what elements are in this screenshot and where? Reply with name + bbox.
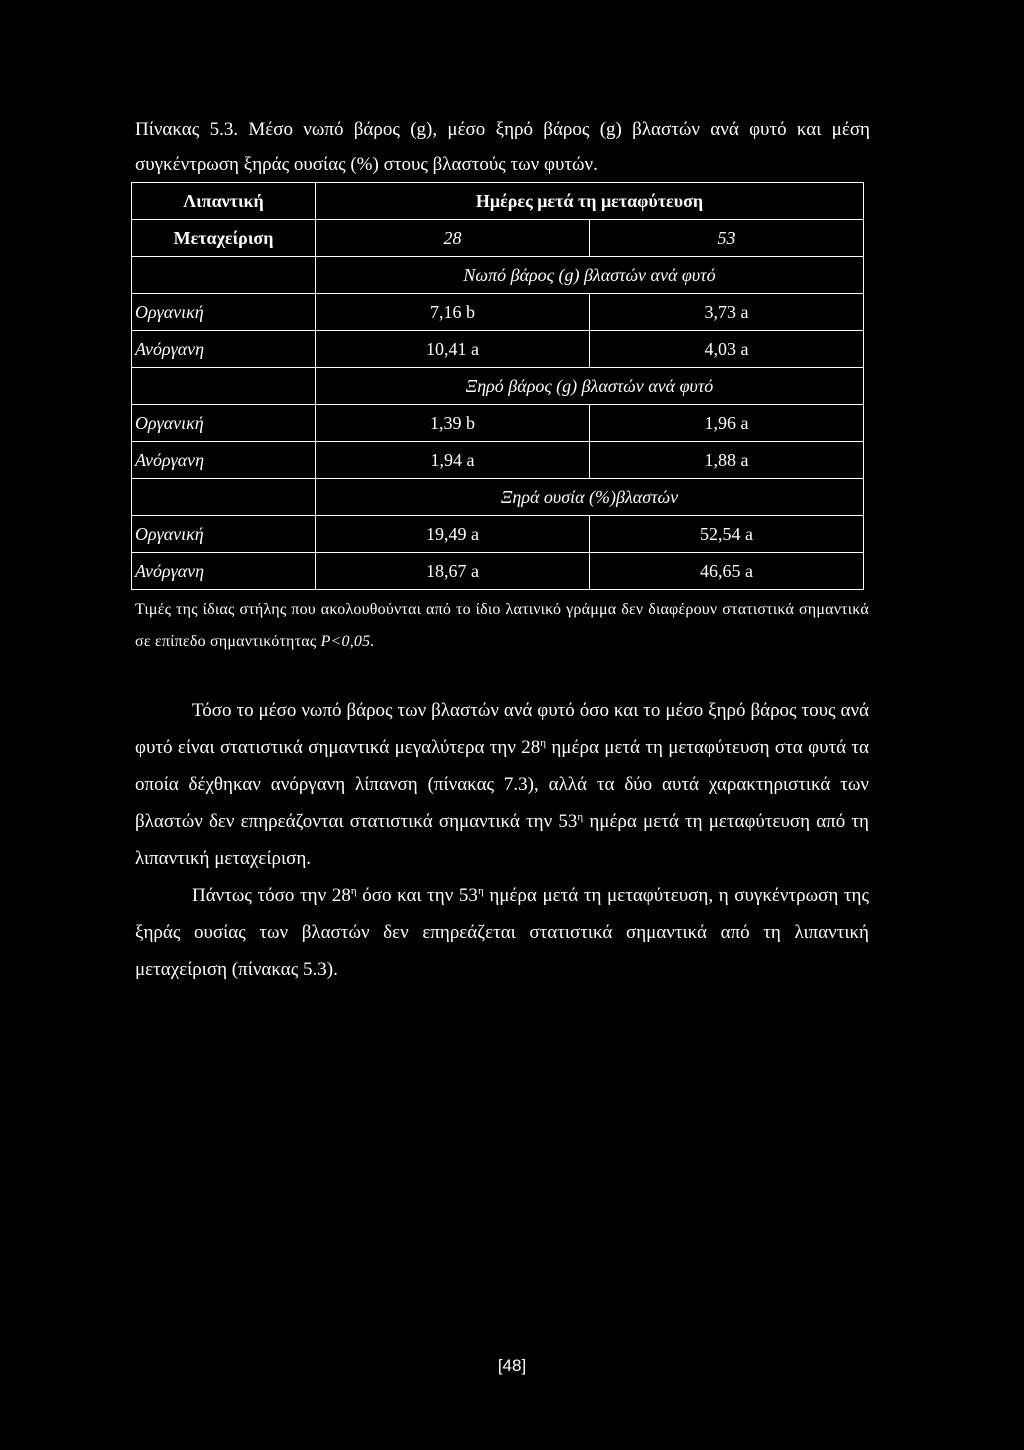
table-row	[132, 331, 864, 368]
cell-day-28: 19,49 a	[316, 516, 590, 553]
ordinal-superscript: η	[577, 811, 584, 823]
header-days-after-transplant: Ημέρες μετά τη μεταφύτευση	[316, 183, 864, 220]
cell-day-53: 52,54 a	[589, 516, 863, 553]
table-caption: Πίνακας 5.3. Μέσο νωπό βάρος (g), μέσο ξηρό βάρος (g) βλαστών ανά φυτό και μέση συγκέντρωση ξηράς ουσίας (%) στους βλαστούς των φυτών.	[135, 119, 870, 175]
cell-day-28: 18,67 a	[316, 553, 590, 590]
cell-day-28: 10,41 a	[316, 331, 590, 368]
cell-day-28: 1,39 b	[316, 405, 590, 442]
paragraph-2	[135, 877, 869, 988]
table-days-row	[132, 220, 864, 257]
header-treatment-line1: Λιπαντική	[132, 183, 316, 220]
paragraph-1	[135, 692, 869, 877]
cell-day-53: 4,03 a	[589, 331, 863, 368]
paragraph-1-part-3: ημέρα μετά τη μεταφύτευση από τη λιπαντική μεταχείριση.	[135, 811, 869, 869]
section-title-fresh-weight: Νωπό βάρος (g) βλαστών ανά φυτό	[316, 257, 864, 294]
cell-day-53: 46,65 a	[589, 553, 863, 590]
section-title-dry-weight: Ξηρό βάρος (g) βλαστών ανά φυτό	[316, 368, 864, 405]
footnote-pvalue: P<0,05.	[320, 633, 375, 650]
page-number: [48]	[497, 1356, 527, 1375]
section-title-row	[132, 479, 864, 516]
row-label: Ανόργανη	[132, 553, 316, 590]
paragraph-1-part-1: Τόσο το μέσο νωπό βάρος των βλαστών ανά φυτό όσο και το μέσο ξηρό βάρος τους ανά φυτό είναι στατιστικά σημαντικά μεγαλύτερα την 28	[135, 700, 869, 758]
cell-day-53: 3,73 a	[589, 294, 863, 331]
table-row	[132, 405, 864, 442]
table-row	[132, 516, 864, 553]
table-header-row	[132, 183, 864, 220]
header-day-53: 53	[589, 220, 863, 257]
section-title-row	[132, 368, 864, 405]
header-day-28: 28	[316, 220, 590, 257]
cell-day-53: 1,88 a	[589, 442, 863, 479]
row-label: Οργανική	[132, 294, 316, 331]
ordinal-superscript: η	[350, 885, 357, 897]
row-label: Οργανική	[132, 405, 316, 442]
header-treatment-line2: Μεταχείριση	[132, 220, 316, 257]
cell-day-28: 1,94 a	[316, 442, 590, 479]
section-title-row	[132, 257, 864, 294]
results-table	[131, 182, 864, 590]
section-title-dry-matter: Ξηρά ουσία (%)βλαστών	[316, 479, 864, 516]
table-row	[132, 294, 864, 331]
ordinal-superscript: η	[477, 885, 484, 897]
ordinal-superscript: η	[540, 737, 547, 749]
paragraph-2-part-3: ημέρα μετά τη μεταφύτευση, η συγκέντρωση της ξηράς ουσίας των βλαστών δεν επηρεάζεται στατιστικά σημαντικά από τη λιπαντική μεταχείριση (πίνακας 5.3).	[135, 885, 869, 980]
row-label: Ανόργανη	[132, 442, 316, 479]
row-label: Ανόργανη	[132, 331, 316, 368]
paragraph-2-part-1: Πάντως τόσο την 28	[192, 885, 351, 906]
table-row	[132, 442, 864, 479]
cell-day-28: 7,16 b	[316, 294, 590, 331]
paragraph-2-part-2: όσο και την 53	[356, 885, 478, 906]
cell-day-53: 1,96 a	[589, 405, 863, 442]
table-row	[132, 553, 864, 590]
table-footnote	[135, 594, 869, 658]
row-label: Οργανική	[132, 516, 316, 553]
body-text	[135, 692, 869, 988]
footnote-text: Τιμές της ίδιας στήλης που ακολουθούνται από το ίδιο λατινικό γράμμα δεν διαφέρουν στατιστικά σημαντικά σε επίπεδο σημαντικότητας	[135, 601, 869, 650]
paragraph-1-part-2: ημέρα μετά τη μεταφύτευση στα φυτά τα οποία δέχθηκαν ανόργανη λίπανση (πίνακας 7.3), αλλά τα δύο αυτά χαρακτηριστικά των βλαστών δεν επηρεάζονται στατιστικά σημαντικά την 53	[135, 737, 869, 832]
